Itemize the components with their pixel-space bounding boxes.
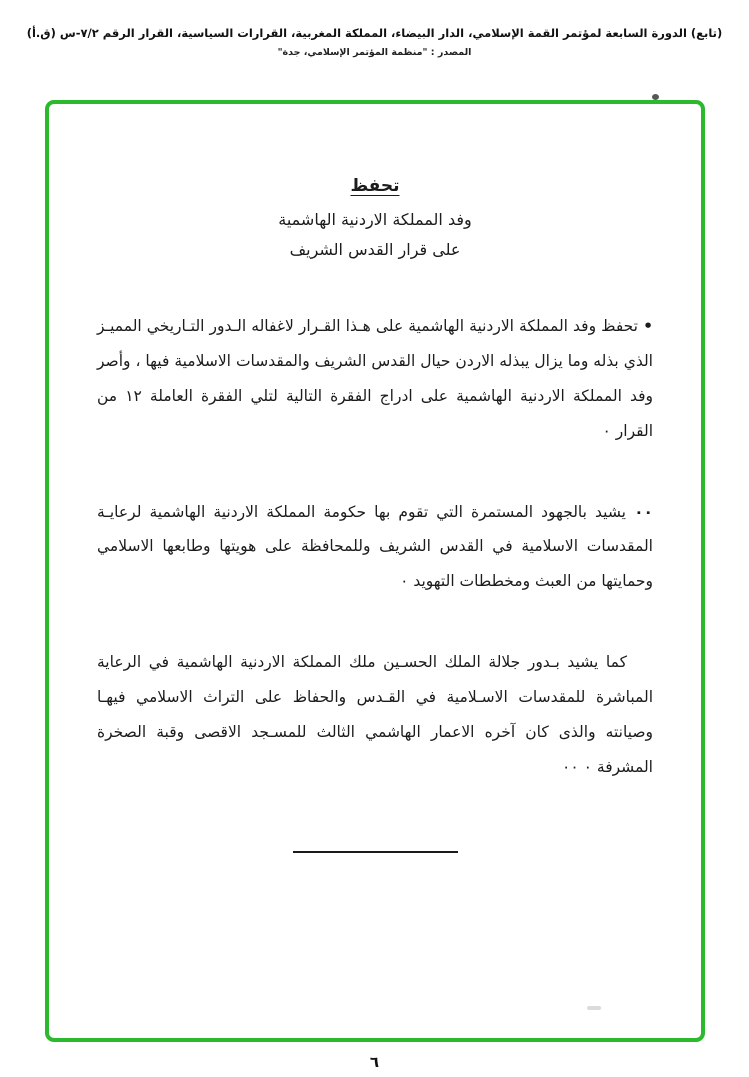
scan-artifact bbox=[652, 94, 659, 100]
separator-line bbox=[293, 851, 458, 853]
source-line: المصدر : "منظمة المؤتمر الإسلامي، جدة" bbox=[277, 47, 472, 58]
paragraph-text: كما يشيد بـدور جلالة الملك الحسـين ملك المملكة الاردنية الهاشمية في الرعاية المباشرة للمقدسات الاسـلامية في القـدس والحفاظ على التراث الاسلامي فيهـا وصيانته والذى كان آخره الاعمار الهاشمي الثالث للمسـجد الاقصى وقبة الصخرة المشرفة ٠ ٠٠ bbox=[97, 653, 653, 776]
reservation-title: تحفظ bbox=[350, 176, 400, 196]
page-number: ٦ bbox=[369, 1053, 380, 1071]
citation-header bbox=[0, 26, 749, 58]
paragraph bbox=[97, 309, 653, 449]
paragraph-text: تحفظ وفد المملكة الاردنية الهاشمية على هـذا القـرار لاغفاله الـدور التـاريخي المميـز الذي بذله وما يزال يبذله الاردن حيال القدس الشريف والمقدسات الاسلامية فيها ، وأصر وفد المملكة الاردنية الهاشمية على ادراج الفقرة التالية لتلي الفقرة العاملة ١٢ من القرار ٠ bbox=[97, 317, 654, 440]
bullet-marker-icon: • bbox=[643, 317, 653, 335]
bullet-marker-icon: ٠٠ bbox=[634, 502, 653, 521]
green-highlight-frame bbox=[45, 100, 705, 1042]
scanned-document-body bbox=[49, 104, 701, 1038]
paragraph-text: يشيد بالجهود المستمرة التي تقوم بها حكومة المملكة الاردنية الهاشمية لرعايـة المقدسات الاسلامية في القدس الشريف وللمحافظة على هويتها وطابعها الاسلامي وحمايتها من العبث ومخططات التهويد ٠ bbox=[97, 502, 653, 591]
resolution-subtitle: على قرار القدس الشريف bbox=[289, 240, 461, 259]
citation-line: (تابع) الدورة السابعة لمؤتمر القمة الإسلامي، الدار البيضاء، المملكة المغربية، القرارات السياسية، القرار الرقم ٧/٢-س (ق.أ) bbox=[26, 26, 723, 40]
paragraph bbox=[97, 495, 653, 600]
delegation-subtitle: وفد المملكة الاردنية الهاشمية bbox=[278, 210, 472, 229]
paragraph bbox=[97, 645, 653, 785]
